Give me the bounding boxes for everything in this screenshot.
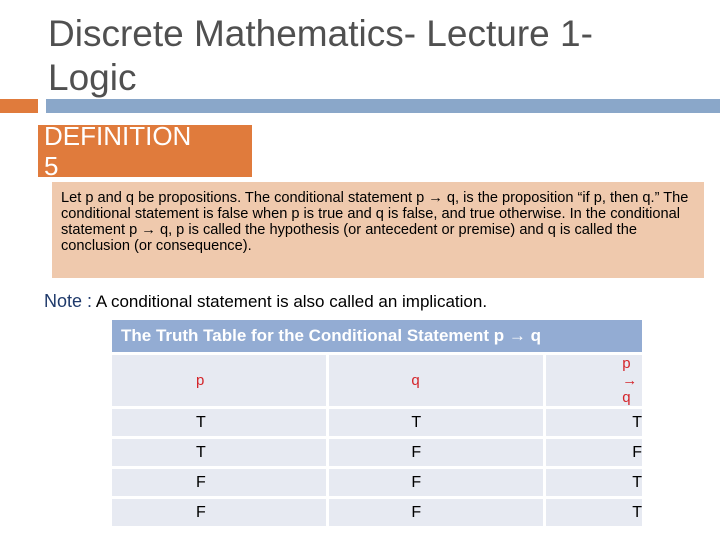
table-row — [112, 499, 642, 526]
cell-p: T — [112, 439, 329, 466]
table-row — [112, 439, 642, 466]
note-text: A conditional statement is also called an implication. — [95, 292, 488, 311]
title-rule-gap — [38, 99, 46, 113]
note-label: Note : — [44, 291, 93, 311]
column-header-p: p — [112, 355, 329, 406]
cell-q: F — [329, 439, 546, 466]
slide-title-line-1: Discrete Mathematics- Lecture 1- — [48, 13, 593, 54]
cell-p: F — [112, 469, 329, 496]
cell-q: T — [329, 409, 546, 436]
slide-title-line-2: Logic — [48, 57, 137, 98]
table-row — [112, 409, 642, 436]
truth-table-title: The Truth Table for the Conditional Statement p → q — [112, 320, 642, 352]
column-header-q: q — [329, 355, 546, 406]
truth-table-header-row — [112, 355, 642, 406]
title-rule-blue — [46, 99, 720, 113]
definition-label — [38, 125, 234, 177]
cell-p-implies-q: F — [546, 439, 642, 466]
note — [44, 291, 704, 312]
definition-label-box — [38, 125, 252, 177]
definition-label-word: DEFINITION — [44, 125, 192, 151]
cell-p-implies-q: T — [546, 409, 642, 436]
definition-text: Let p and q be propositions. The conditional statement p → q, is the proposition “if p, then q.” The conditional statement is false when p is true and q is false, and true otherwise. In the conditional statement p → q, p is called the hypothesis (or antecedent or premise) and q is called the conclusion (or consequence). — [61, 190, 689, 254]
column-header-p-implies-q: p → q — [546, 355, 642, 406]
cell-p-implies-q: T — [546, 499, 642, 526]
definition-label-number: 5 — [44, 151, 59, 177]
truth-table-grid — [112, 352, 642, 529]
cell-p-implies-q: T — [546, 469, 642, 496]
truth-table — [112, 320, 642, 529]
cell-q: F — [329, 469, 546, 496]
cell-p: T — [112, 409, 329, 436]
table-row — [112, 469, 642, 496]
cell-q: F — [329, 499, 546, 526]
cell-p: F — [112, 499, 329, 526]
title-rule-orange — [0, 99, 38, 113]
slide-title — [48, 12, 708, 100]
